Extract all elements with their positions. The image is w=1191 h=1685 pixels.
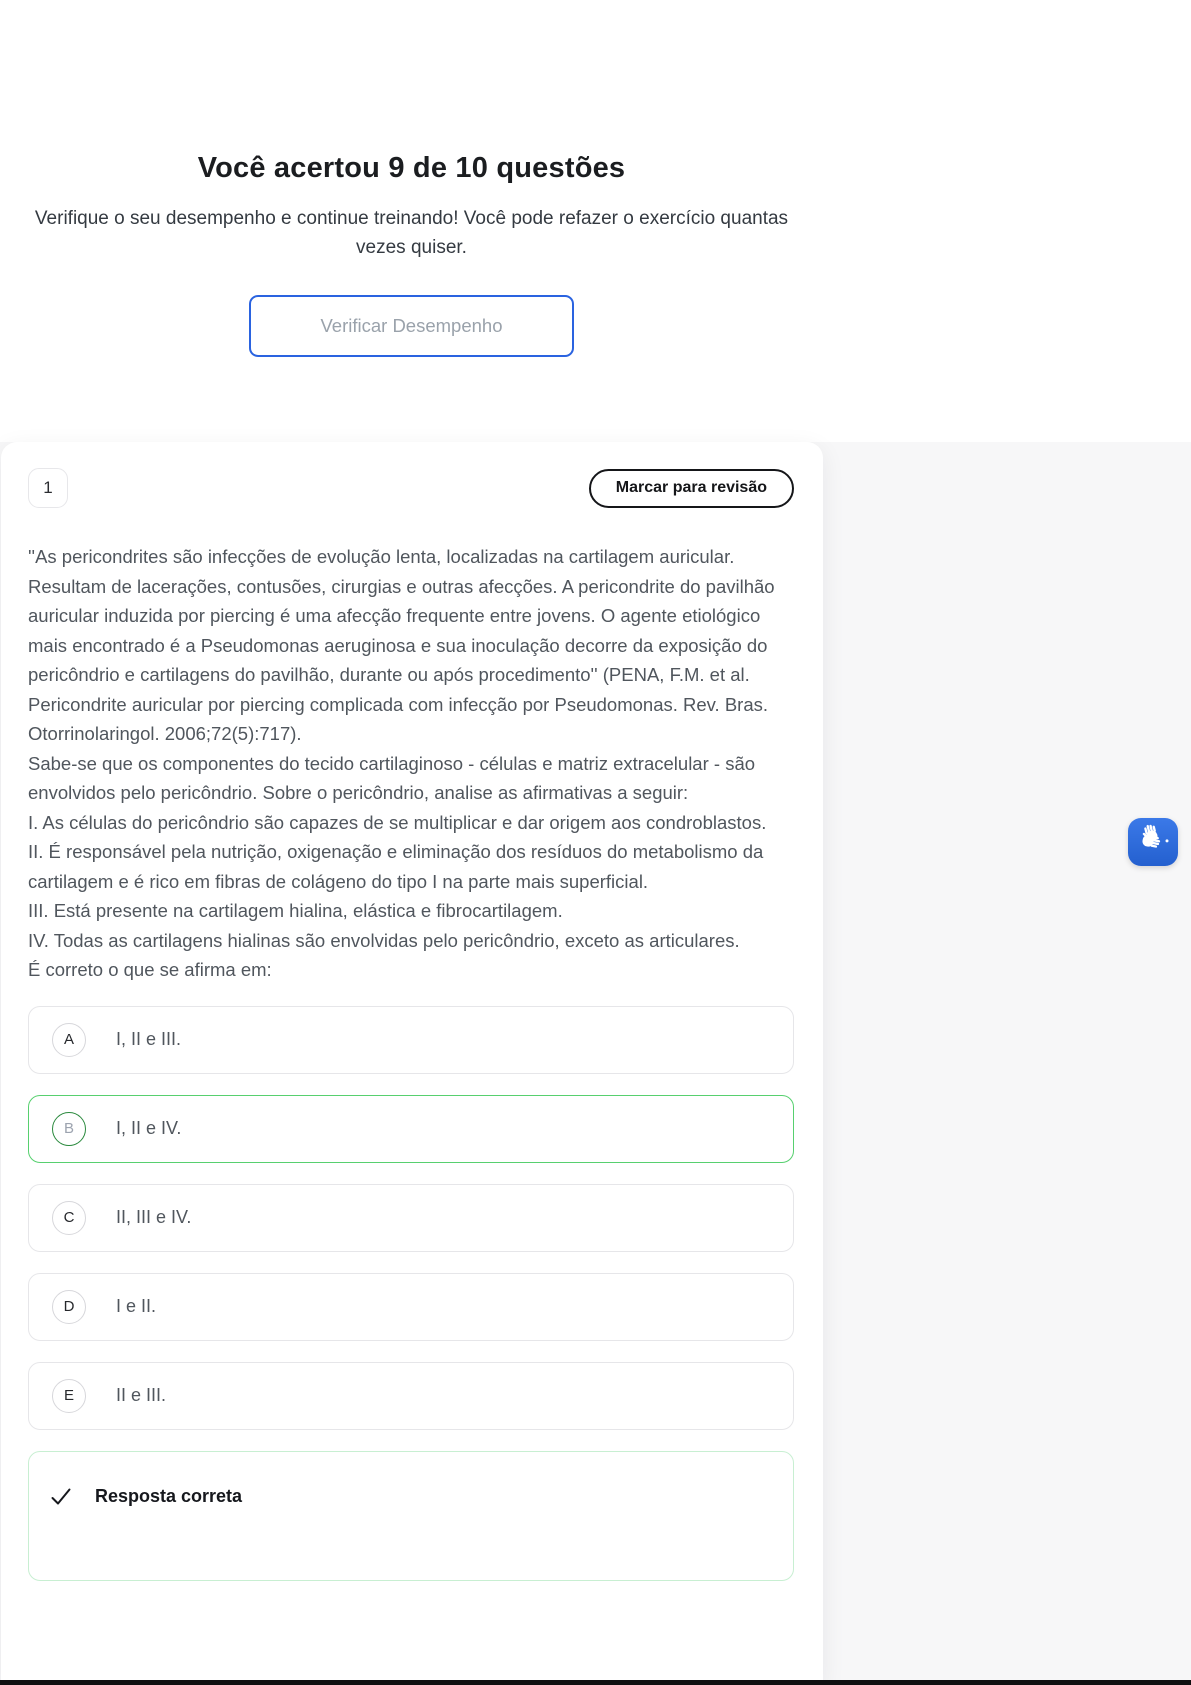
- results-header: [0, 150, 823, 357]
- statement-item-4: IV. Todas as cartilagens hialinas são envolvidas pelo pericôndrio, exceto as articulares.: [28, 929, 740, 951]
- answer-option-c[interactable]: [28, 1184, 794, 1252]
- option-e-text: II e III.: [116, 1385, 167, 1405]
- question-card-header: [28, 468, 794, 508]
- statement-item-1: I. As células do pericôndrio são capazes de se multiplicar e dar origem aos condroblastos.: [28, 811, 767, 833]
- results-title: Você acertou 9 de 10 questões: [197, 152, 626, 184]
- answer-option-d[interactable]: [28, 1273, 794, 1341]
- answer-option-e[interactable]: [28, 1362, 794, 1430]
- option-c-text: II, III e IV.: [116, 1207, 192, 1227]
- question-card: [1, 442, 823, 1685]
- correct-answer-panel: [28, 1451, 794, 1581]
- question-statement: [28, 542, 794, 985]
- mark-for-review-button[interactable]: Marcar para revisão: [589, 469, 794, 508]
- option-d-text: I e II.: [116, 1296, 157, 1316]
- verify-performance-button[interactable]: Verificar Desempenho: [249, 295, 574, 357]
- option-a-letter-badge: A: [52, 1023, 86, 1057]
- option-e-letter-badge: E: [52, 1379, 86, 1413]
- answer-options-list: [28, 1006, 794, 1430]
- option-b-text: I, II e IV.: [116, 1118, 182, 1138]
- statement-intro-paragraph: Sabe-se que os componentes do tecido cartilaginoso - células e matriz extracelular - são envolvidos pelo pericôndrio. Sobre o pericôndrio, analise as afirmativas a seguir:: [28, 752, 756, 803]
- answer-option-a[interactable]: [28, 1006, 794, 1074]
- statement-quote-paragraph: ''As pericondrites são infecções de evolução lenta, localizadas na cartilagem auricular. Resultam de lacerações, contusões, cirurgias e outras afecções. A pericondrite do pavilhão auricular induzida por piercing é uma afecção frequente entre jovens. O agente etiológico mais encontrado é a Pseudomonas aeruginosa e sua inoculação decorre da exposição do pericôndrio e cartilagens do pavilhão, durante ou após procedimento'' (PENA, F.M. et al. Pericondrite auricular por piercing complicada com infecção por Pseudomonas. Rev. Bras. Otorrinolaringol. 2006;72(5):717).: [28, 546, 775, 744]
- option-c-letter-badge: C: [52, 1201, 86, 1235]
- bottom-edge-bar: [0, 1680, 1191, 1685]
- option-d-letter-badge: D: [52, 1290, 86, 1324]
- check-icon: [49, 1485, 73, 1509]
- hand-talk-accessibility-button[interactable]: [1128, 818, 1178, 866]
- statement-item-3: III. Está presente na cartilagem hialina, elástica e fibrocartilagem.: [28, 900, 563, 921]
- option-b-letter-badge: B: [52, 1112, 86, 1146]
- statement-item-2: II. É responsável pela nutrição, oxigenação e eliminação dos resíduos do metabolismo da cartilagem e é rico em fibras de colágeno do tipo I na parte mais superficial.: [28, 841, 764, 892]
- statement-closing-line: É correto o que se afirma em:: [28, 959, 272, 980]
- correct-answer-label: Resposta correta: [95, 1486, 243, 1506]
- answer-option-b-correct[interactable]: [28, 1095, 794, 1163]
- libras-hands-icon: [1132, 819, 1174, 866]
- option-a-text: I, II e III.: [116, 1029, 182, 1049]
- question-number-badge: 1: [28, 468, 68, 508]
- results-subtitle: Verifique o seu desempenho e continue treinando! Você pode refazer o exercício quantas vezes quiser.: [34, 208, 789, 258]
